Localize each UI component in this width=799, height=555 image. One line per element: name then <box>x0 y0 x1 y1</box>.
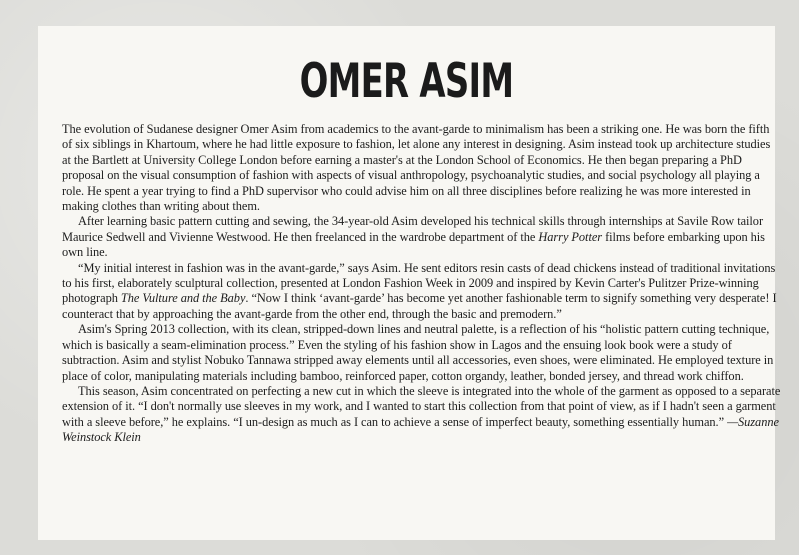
article-title: OMER ASIM <box>299 54 514 109</box>
article-body <box>62 122 782 446</box>
paragraph-4 <box>62 322 782 384</box>
paragraph-3 <box>62 261 782 323</box>
photograph-title: The Vulture and the Baby <box>120 291 246 306</box>
film-title: Harry Potter <box>538 229 603 244</box>
paragraph-text: films before embarking upon his own line. <box>62 229 765 260</box>
paragraph-text: The evolution of Sudanese designer Omer Asim from academics to the avant-garde to minimalism has been a striking one. He was born the fifth of six siblings in Khartoum, where he had little exposure to fashion, let alone any interest in designing. Asim instead took up architecture studies at the Bartlett at University College London before earning a master's at the London School of Economics. He then began preparing a PhD proposal on the visual consumption of fashion with aspects of visual anthropology, psychoanalytic studies, and social psychology all playing a role. He spent a year trying to find a PhD supervisor who could advise him on all three disciplines before realizing he was more interested in making clothes than writing about them. <box>62 122 771 214</box>
paragraph-text: . “Now I think ‘avant-garde’ has become yet another fashionable term to signify something very desperate! I counteract that by approaching the avant-garde from the other end, through the basic and premodern.” <box>62 291 777 321</box>
paragraph-5 <box>62 384 782 446</box>
article-panel <box>38 26 781 540</box>
paragraph-1 <box>62 122 782 214</box>
paragraph-text: After learning basic pattern cutting and sewing, the 34-year-old Asim developed his technical skills through internships at Savile Row tailor Maurice Sedwell and Vivienne Westwood. He then freelanced in the wardrobe department of the <box>62 214 764 244</box>
paragraph-text: Asim's Spring 2013 collection, with its clean, stripped-down lines and neutral palette, is a reflection of his “holistic pattern cutting technique, which is basically a seam-elimination process.” Even the styling of his fashion show in Lagos and the ensuing look book were a study of subtraction. Asim and stylist Nobuko Tannawa stripped away elements until all accessories, even shoes, were eliminated. He employed texture in place of color, manipulating materials including bamboo, reinforced paper, cotton organdy, leather, bonded jersey, and thread work chiffon. <box>62 322 774 383</box>
paragraph-text: This season, Asim concentrated on perfecting a new cut in which the sleeve is integrated into the whole of the garment as opposed to a separate extension of it. “I don't normally use sleeves in my work, and I wanted to start this collection from that point of view, as if I hadn't seen a garment with a sleeve before,” he explains. “I un-design as much as I can to achieve a sense of imperfect beauty, something essentially human.” <box>62 383 781 429</box>
paragraph-2 <box>62 214 782 260</box>
author-byline: —Suzanne Weinstock Klein <box>62 414 779 445</box>
paragraph-text: “My initial interest in fashion was in the avant-garde,” says Asim. He sent editors resin casts of dead chickens instead of traditional invitations to his first, elaborately sculptural collection, presented at London Fashion Week in 2009 and inspired by Kevin Carter's Pulitzer Prize-winning photograph <box>62 260 776 306</box>
